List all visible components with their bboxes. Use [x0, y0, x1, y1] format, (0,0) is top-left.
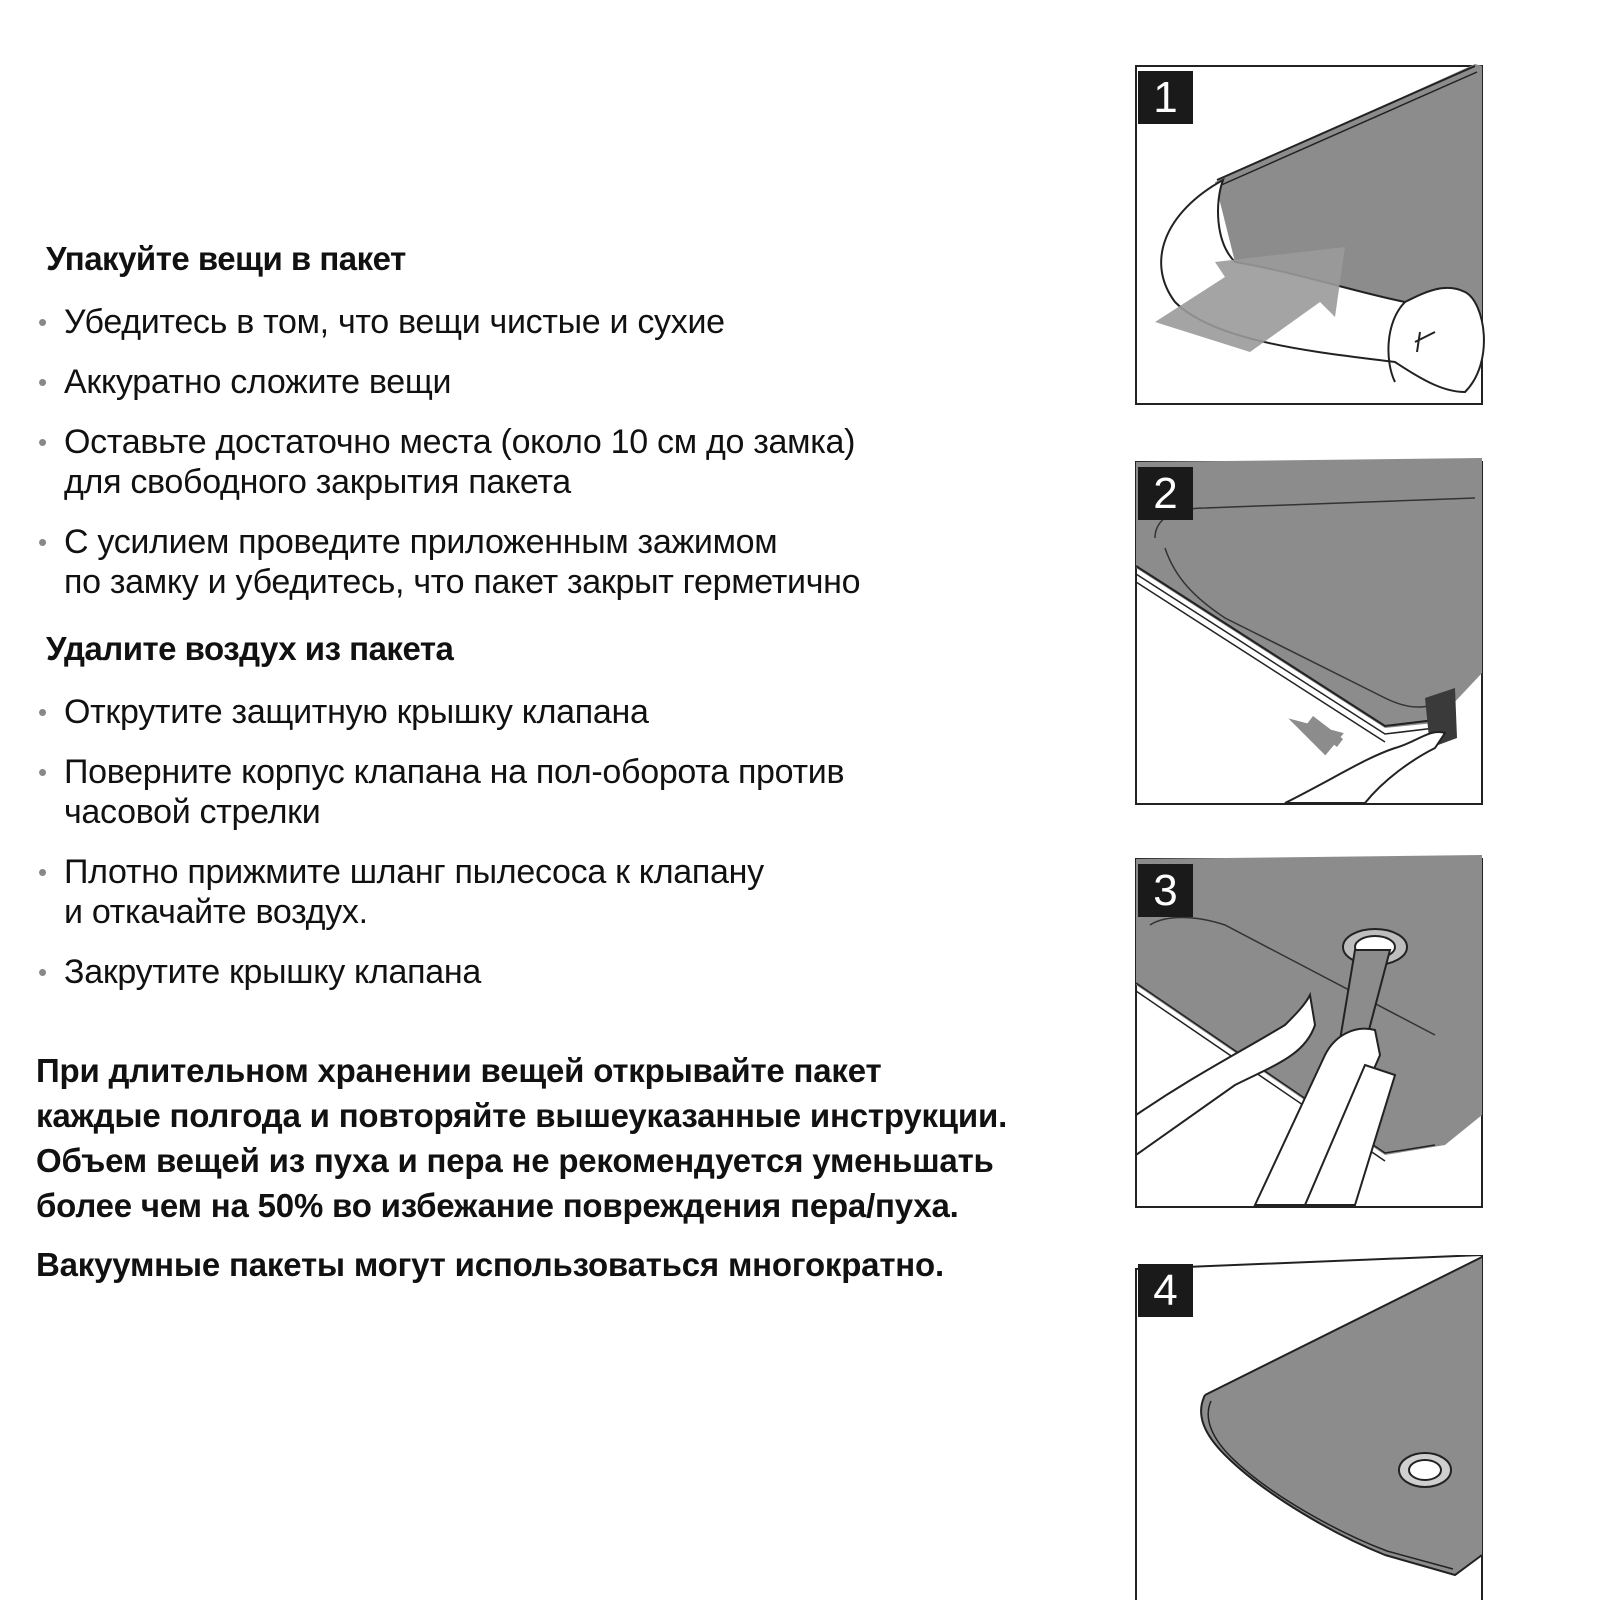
bullet-icon: •	[38, 697, 47, 727]
step-number-badge: 1	[1138, 71, 1193, 124]
list-item	[38, 422, 860, 502]
bullet-icon: •	[38, 957, 47, 987]
section-heading-remove-air: Удалите воздух из пакета	[46, 630, 454, 667]
bullet-icon: •	[38, 367, 47, 397]
step-number-badge: 4	[1138, 1264, 1193, 1317]
list-item	[38, 522, 860, 602]
list-item	[38, 362, 860, 402]
step-1-illustration	[1135, 62, 1485, 406]
reuse-note: Вакуумные пакеты могут использоваться многократно.	[36, 1246, 944, 1283]
step-4-illustration	[1135, 1255, 1485, 1600]
list-item-text: Поверните корпус клапана на пол-оборота против часовой стрелки	[64, 753, 845, 831]
list-item-text: Открутите защитную крышку клапана	[64, 693, 649, 731]
step-number-badge: 2	[1138, 467, 1193, 520]
list-item	[38, 852, 844, 932]
list-item-text: Оставьте достаточно места (около 10 см до замка) для свободного закрытия пакета	[64, 423, 856, 501]
list-item	[38, 692, 844, 732]
list-item	[38, 952, 844, 992]
step-2-illustration	[1135, 458, 1485, 806]
storage-note: При длительном хранении вещей открывайте пакет каждые полгода и повторяйте вышеуказанные инструкции. Объем вещей из пуха и пера не рекомендуется уменьшать более чем на 50% во избежание повреждения пера/пуха.	[36, 1052, 1008, 1224]
list-item-text: Убедитесь в том, что вещи чистые и сухие	[64, 303, 725, 341]
list-item	[38, 302, 860, 342]
bullet-icon: •	[38, 857, 47, 887]
list-item-text: Плотно прижмите шланг пылесоса к клапану и откачайте воздух.	[64, 853, 764, 931]
pack-instructions-list	[38, 302, 860, 622]
list-item-text: Аккуратно сложите вещи	[64, 363, 452, 401]
step-number-badge: 3	[1138, 864, 1193, 917]
list-item-text: Закрутите крышку клапана	[64, 953, 481, 991]
bullet-icon: •	[38, 307, 47, 337]
bullet-icon: •	[38, 757, 47, 787]
bullet-icon: •	[38, 527, 47, 557]
bullet-icon: •	[38, 427, 47, 457]
section-heading-pack: Упакуйте вещи в пакет	[46, 240, 406, 277]
list-item	[38, 752, 844, 832]
step-3-illustration	[1135, 855, 1485, 1209]
remove-air-instructions-list	[38, 692, 844, 1012]
list-item-text: С усилием проведите приложенным зажимом по замку и убедитесь, что пакет закрыт герметично	[64, 523, 861, 601]
